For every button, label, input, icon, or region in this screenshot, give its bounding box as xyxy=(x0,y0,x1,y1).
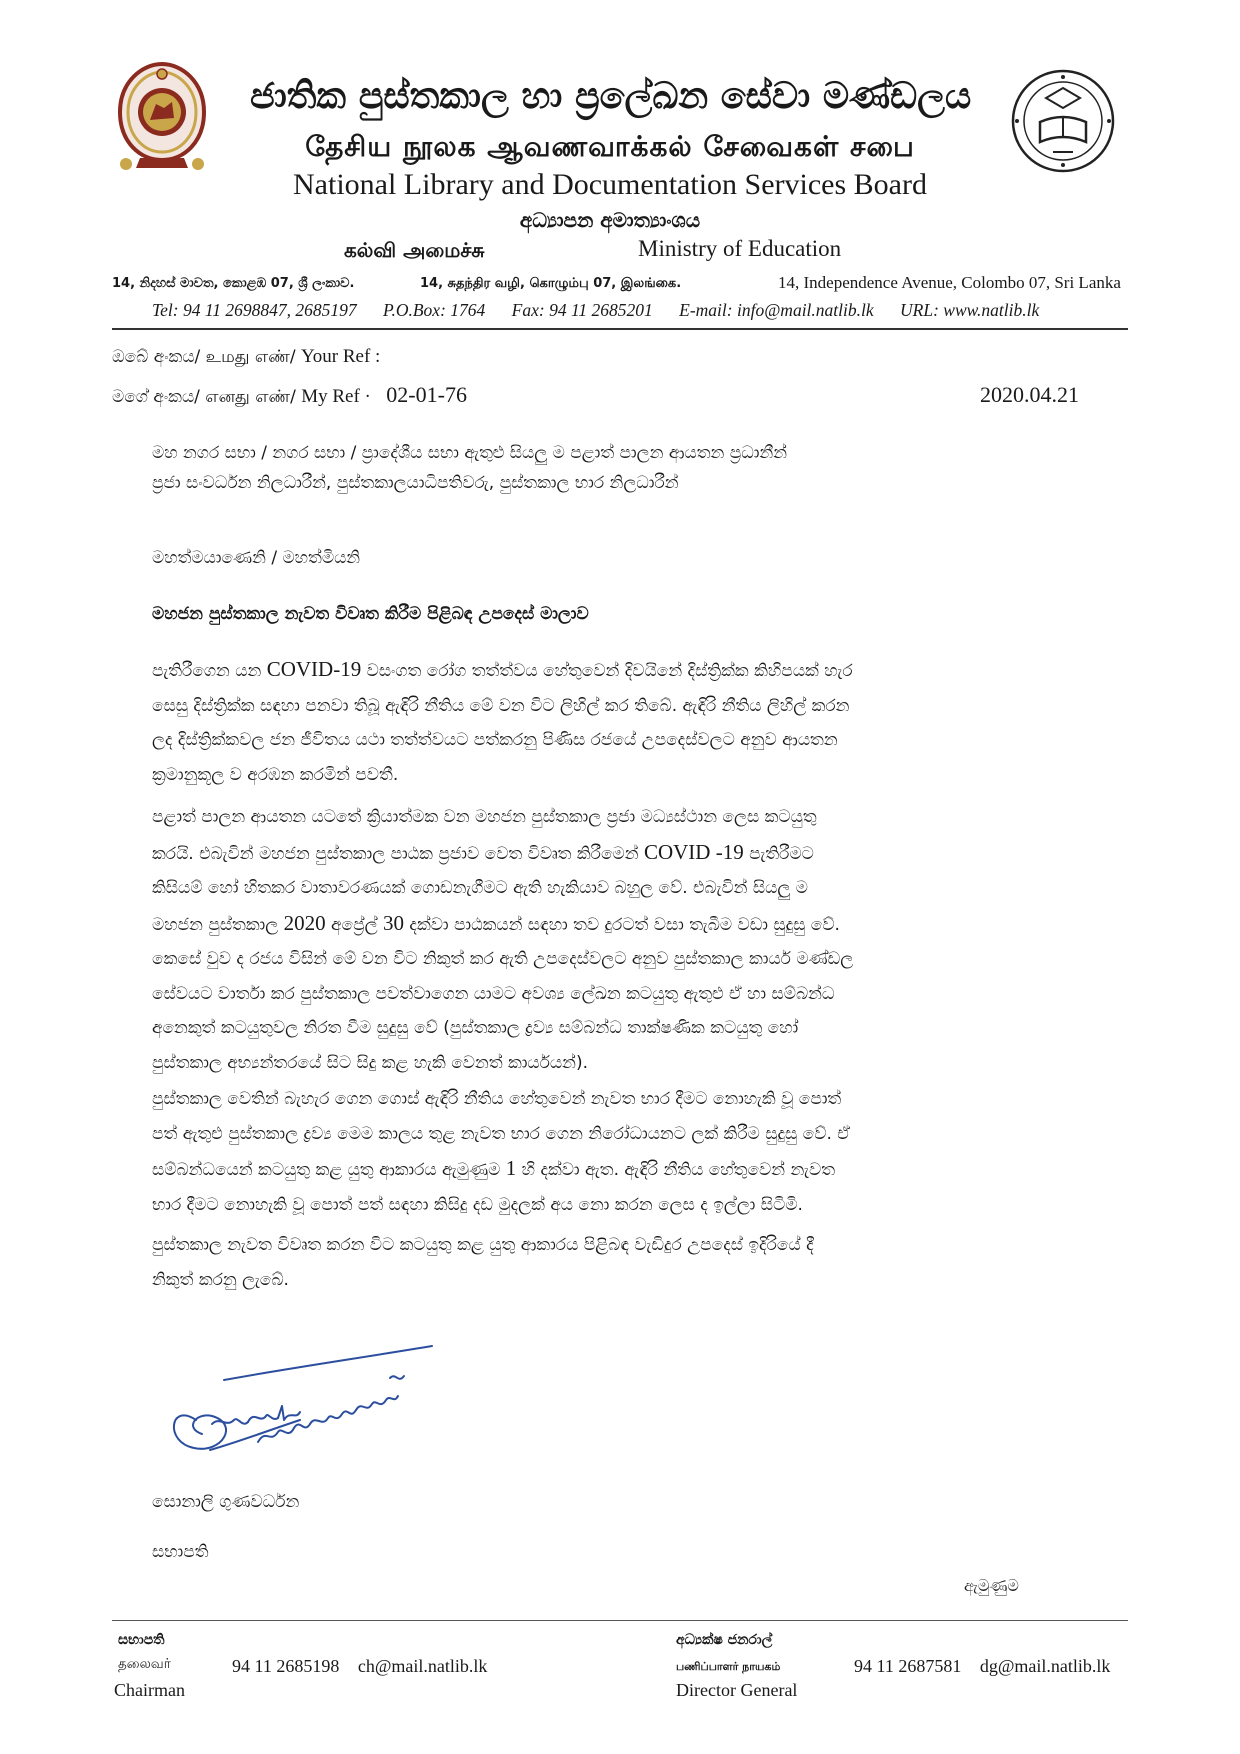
text-run: COVID -19 xyxy=(643,839,744,864)
board-name-sinhala: ජාතික පුස්තකාල හා ප්‍රලේඛන සේවා මණ්ඩලය xyxy=(250,74,972,117)
board-name-tamil: தேசிய நூலக ஆவணவாக்கல் சேவைகள் சபை xyxy=(305,130,915,163)
addressee-line: මහ නගර සභා / නගර සභා / ප්‍රාදේශීය සභා ඇතුළු සියලු ම පළාත් පාලන ආයතන ප්‍රධානීන් xyxy=(152,443,788,463)
paragraph-line xyxy=(152,652,1092,689)
paragraph-line: නිකුත් කරනු ලැබේ. xyxy=(152,1269,289,1290)
my-ref-label-local: මගේ අංකය/ எனது எண்/ xyxy=(112,387,296,407)
address-tamil: 14, சுதந்திர வழி, கொழும்பு 07, இலங்கை. xyxy=(420,276,682,291)
signer-name: සොනාලි ගුණවර්ධන xyxy=(152,1492,300,1512)
your-ref-label-local: ඔබේ අංකය/ உமது எண்/ xyxy=(112,347,296,367)
paragraph xyxy=(152,1228,1092,1297)
my-ref-label-english: My Ref · xyxy=(301,386,371,407)
chairman-label-tamil: தலைவர் xyxy=(118,1656,171,1672)
address-english: 14, Independence Avenue, Colombo 07, Sri Lanka xyxy=(778,273,1121,292)
ministry-english: Ministry of Education xyxy=(638,236,842,261)
paragraph xyxy=(152,1082,1092,1222)
your-ref-label-english: Your Ref : xyxy=(300,346,381,367)
text-run: අප්‍රේල් xyxy=(331,914,378,935)
director-general-label-sinhala: අධ්‍යක්ෂ ජනරාල් xyxy=(676,1632,773,1648)
paragraph-line: පුස්තකාල නැවත විවෘත කරන විට කටයුතු කළ යුතු ආකාරය පිළිබඳ වැඩිදුර උපදෙස් ඉදිරියේ දී xyxy=(152,1235,814,1255)
director-general-email: dg@mail.natlib.lk xyxy=(979,1656,1111,1676)
ministry-tamil: கல்வி அமைச்சு xyxy=(344,238,485,262)
letter-date: 2020.04.21 xyxy=(980,382,1079,407)
salutation: මහත්මයාණෙනි / මහත්මියනි xyxy=(152,548,361,568)
letterhead-divider xyxy=(112,328,1128,330)
paragraph-line: භාර දීමට නොහැකි වූ පොත් පත් සඳහා කිසිදු දඩ මුදලක් අය නො කරන ලෙස ද ඉල්ලා සිටිමි. xyxy=(152,1194,803,1215)
handwritten-signature xyxy=(150,1324,440,1478)
paragraph-line xyxy=(152,835,1092,872)
director-general-label-tamil: பணிப்பாளர் நாயகம் xyxy=(676,1660,781,1673)
paragraph-line: පළාත් පාලන ආයතන යටතේ ක්‍රියාත්මක වන මහජන පුස්තකාල ප්‍රජා මධ්‍යස්ථාන ලෙස කටයුතු xyxy=(152,807,817,827)
nldsb-logo-icon xyxy=(1008,68,1118,178)
addressee-line: ප්‍රජා සංවර්ධන නිලධාරීන්, පුස්තකාලයාධිපතිවරු, පුස්තකාල භාර නිලධාරීන් xyxy=(152,473,679,493)
text-run: මහජන පුස්තකාල xyxy=(152,914,279,935)
text-run: පැතිරීමට xyxy=(749,843,814,864)
my-ref-line xyxy=(112,382,467,409)
text-run: 30 xyxy=(382,910,404,935)
fax-text: Fax: 94 11 2685201 xyxy=(511,300,653,320)
paragraph xyxy=(152,800,1092,1080)
chairman-contact xyxy=(232,1656,487,1677)
text-run: වසංගත රෝග තත්ත්වය හේතුවෙන් දිවයිනේ දිස්ත්‍රික්ක කිහිපයක් හැර xyxy=(366,661,853,681)
paragraph-line: ක්‍රමානුකූල ව අරඹන කරමින් පවතී. xyxy=(152,764,399,785)
director-general-label-english: Director General xyxy=(676,1680,798,1700)
contact-line xyxy=(152,300,1061,321)
chairman-label-english: Chairman xyxy=(114,1680,185,1700)
paragraph-line: සේවයට වාර්තා කර පුස්තකාල පවත්වාගෙන යාමට අවශ්‍ය ලේඛන කටයුතු ඇතුළු ඒ හා සම්බන්ධ xyxy=(152,983,835,1004)
board-name-english: National Library and Documentation Services Board xyxy=(293,168,927,201)
your-ref-line xyxy=(112,346,380,369)
email-text: E-mail: info@mail.natlib.lk xyxy=(679,300,874,320)
letter-subject: මහජන පුස්තකාල නැවත විවෘත කිරීම පිළිබඳ උපදෙස් මාලාව xyxy=(152,604,589,624)
footer-divider xyxy=(112,1620,1128,1621)
addressee-block xyxy=(152,438,1092,498)
po-box-text: P.O.Box: 1764 xyxy=(383,300,486,320)
address-sinhala: 14, නිදහස් මාවත, කොළඹ 07, ශ්‍රී ලංකාව. xyxy=(112,276,355,291)
ministry-sinhala: අධ්‍යාපන අමාත්‍යාංශය xyxy=(519,208,701,232)
text-run: සම්බන්ධයෙන් කටයුතු කළ යුතු ආකාරය ඇමුණුම xyxy=(152,1160,501,1180)
paragraph-line: ලද දිස්ත්‍රික්කවල ජන ජීවිතය යථා තත්ත්වයට පත්කරනු පිණිස රජයේ උපදෙස්වලට අනුව ආයතන xyxy=(152,730,838,750)
state-emblem-icon xyxy=(112,60,212,182)
chairman-email: ch@mail.natlib.lk xyxy=(357,1656,488,1676)
paragraph-line: කිසියම් හෝ හිතකර වාතාවරණයක් ගොඩනැගීමට ඇති හැකියාව බහුල වේ. එබැවින් සියලු ම xyxy=(152,878,808,898)
director-general-contact xyxy=(854,1656,1110,1677)
chairman-label-sinhala: සභාපති xyxy=(118,1632,165,1648)
paragraph-line: සෙසු දිස්ත්‍රික්ක සඳහා පනවා තිබූ ඇඳිරි නීතිය මේ වන විට ලිහිල් කර තිබේ. ඇඳිරි නීතිය ලිහිල් කරන xyxy=(152,695,850,716)
my-ref-value: 02-01-76 xyxy=(386,382,467,407)
enclosure-label: ඇමුණුම xyxy=(964,1576,1019,1595)
text-run: දක්වා පාඨකයන් සඳහා තව දුරටත් වසා තැබීම වඩා සුදුසු වේ. xyxy=(409,914,840,935)
signer-title: සභාපති xyxy=(152,1542,209,1562)
text-run: පැතිරීගෙන යන xyxy=(152,661,262,681)
text-run: හි දක්වා ඇත. ඇඳිරි නීතිය හේතුවෙන් නැවත xyxy=(521,1160,836,1180)
text-run: 1 xyxy=(505,1156,517,1180)
director-general-phone: 94 11 2687581 xyxy=(854,1656,962,1676)
chairman-phone: 94 11 2685198 xyxy=(232,1656,340,1676)
paragraph-line xyxy=(152,906,1092,943)
paragraph-line: පුස්තකාල වෙතින් බැහැර ගෙන ගොස් ඇඳිරි නීතිය හේතුවෙන් නැවත භාර දීමට නොහැකි වූ පොත් xyxy=(152,1089,842,1109)
paragraph xyxy=(152,652,1092,792)
paragraph-line: අනෙකුත් කටයුතුවල නිරත වීම සුදුසු වේ (පුස්තකාල ද්‍රව්‍ය සම්බන්ධ තාක්ෂණික කටයුතු හෝ xyxy=(152,1018,799,1038)
url-text: URL: www.natlib.lk xyxy=(900,300,1040,320)
text-run: 2020 xyxy=(283,910,326,935)
paragraph-line: පුස්තකාල අභ්‍යන්තරයේ සිට සිදු කළ හැකි වෙනත් කාර්යයන්). xyxy=(152,1052,588,1073)
text-run: කරයි. එබැවින් මහජන පුස්තකාල පාඨක ප්‍රජාව වෙත විවෘත කිරීමෙන් xyxy=(152,843,639,864)
telephone-text: Tel: 94 11 2698847, 2685197 xyxy=(152,300,357,320)
paragraph-line: පත් ඇතුළු පුස්තකාල ද්‍රව්‍ය මෙම කාලය තුළ නැවත භාර ගෙන නිරෝධායනට ලක් කිරීම සුදුසු වේ. ඒ xyxy=(152,1123,850,1144)
paragraph-line xyxy=(152,1151,1092,1188)
paragraph-line: කෙසේ වුව ද රජය විසින් මේ වන විට නිකුත් කර ඇති උපදෙස්වලට අනුව පුස්තකාල කාර්ය මණ්ඩල xyxy=(152,949,854,969)
text-run: COVID-19 xyxy=(266,657,362,681)
